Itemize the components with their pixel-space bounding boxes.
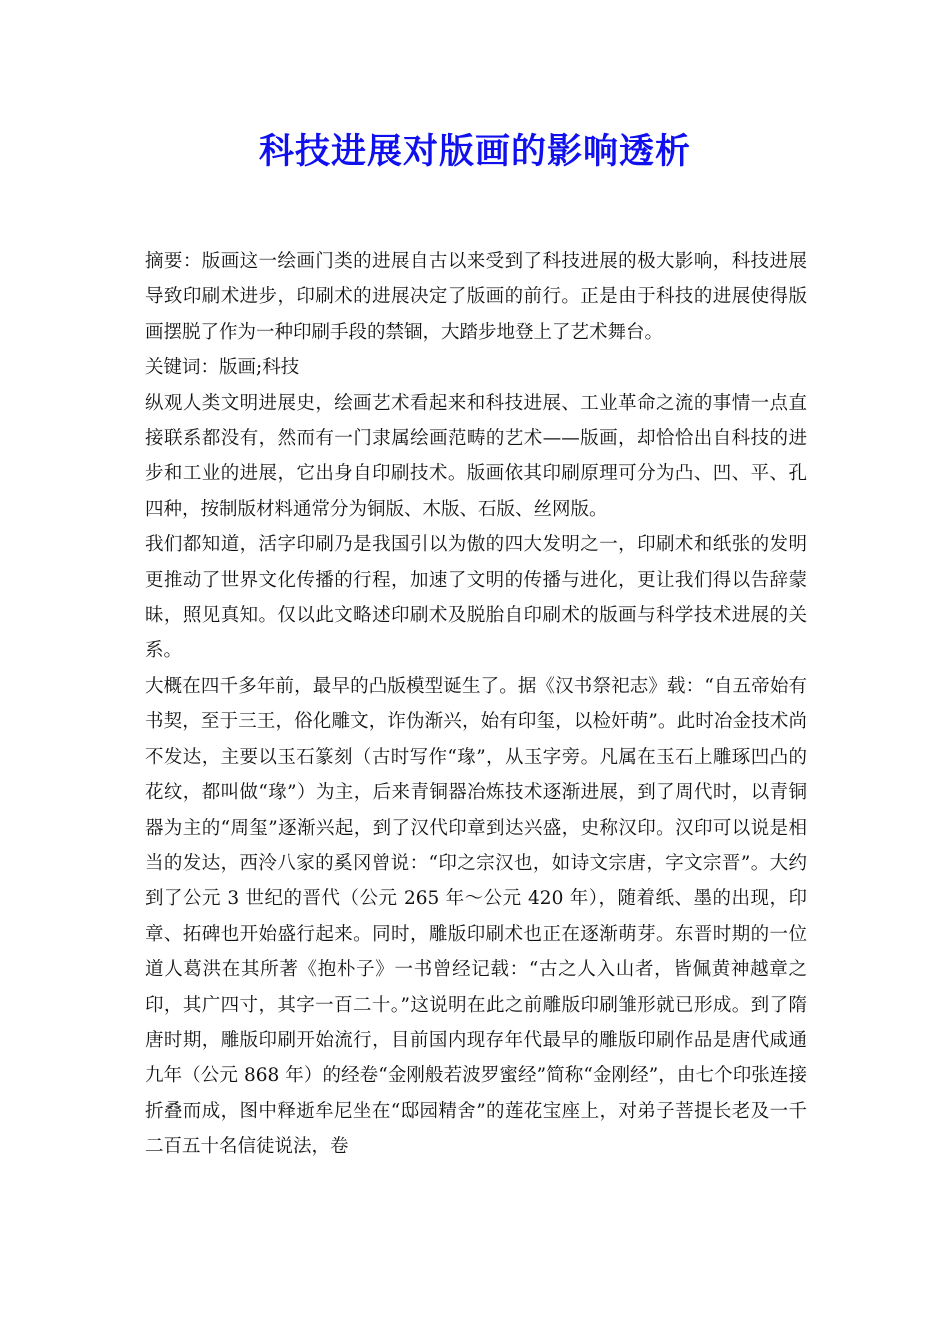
document-body (145, 244, 807, 1165)
body-paragraph-3: 大概在四千多年前，最早的凸版模型诞生了。据《汉书祭祀志》载：“自五帝始有书契，至于三王，俗化雕文，诈伪渐兴，始有印玺，以检奸萌”。此时冶金技术尚不发达，主要以玉石篆刻（古时写作“瑑”，从玉字旁。凡属在玉石上雕琢凹凸的花纹，都叫做“瑑”）为主，后来青铜器冶炼技术逐渐进展，到了周代时，以青铜器为主的“周玺”逐渐兴起，到了汉代印章到达兴盛，史称汉印。汉印可以说是相当的发达，西泠八家的奚冈曾说：“印之宗汉也，如诗文宗唐，字文宗晋”。大约到了公元 3 世纪的晋代（公元 265 年～公元 420 年），随着纸、墨的出现，印章、拓碑也开始盛行起来。同时，雕版印刷术也正在逐渐萌芽。东晋时期的一位道人葛洪在其所著《抱朴子》一书曾经记载：“古之人入山者，皆佩黄神越章之印，其广四寸，其字一百二十。”这说明在此之前雕版印刷雏形就已形成。到了隋唐时期，雕版印刷开始流行，目前国内现存年代最早的雕版印刷作品是唐代咸通九年（公元 868 年）的经卷“金刚般若波罗蜜经”简称“金刚经”，由七个印张连接折叠而成，图中释逝牟尼坐在“邸园精舍”的莲花宝座上，对弟子菩提长老及一千二百五十名信徒说法，卷 (145, 675, 807, 1158)
document-title: 科技进展对版画的影响透析 (258, 132, 691, 172)
keywords-line: 关键词：版画;科技 (145, 357, 300, 379)
abstract-paragraph: 摘要：版画这一绘画门类的进展自古以来受到了科技进展的极大影响，科技进展导致印刷术进步，印刷术的进展决定了版画的前行。正是由于科技的进展使得版画摆脱了作为一种印刷手段的禁锢，大踏步地登上了艺术舞台。 (145, 251, 807, 343)
body-paragraph-1: 纵观人类文明进展史，绘画艺术看起来和科技进展、工业革命之流的事情一点直接联系都没有，然而有一门隶属绘画范畴的艺术——版画，却恰恰出自科技的进步和工业的进展，它出身自印刷技术。版画依其印刷原理可分为凸、凹、平、孔四种，按制版材料通常分为铜版、木版、石版、丝网版。 (145, 392, 807, 520)
body-paragraph-2: 我们都知道，活字印刷乃是我国引以为傲的四大发明之一，印刷术和纸张的发明更推动了世界文化传播的行程，加速了文明的传播与进化，更让我们得以告辞蒙昧，照见真知。仅以此文略述印刷术及脱胎自印刷术的版画与科学技术进展的关系。 (145, 534, 807, 662)
